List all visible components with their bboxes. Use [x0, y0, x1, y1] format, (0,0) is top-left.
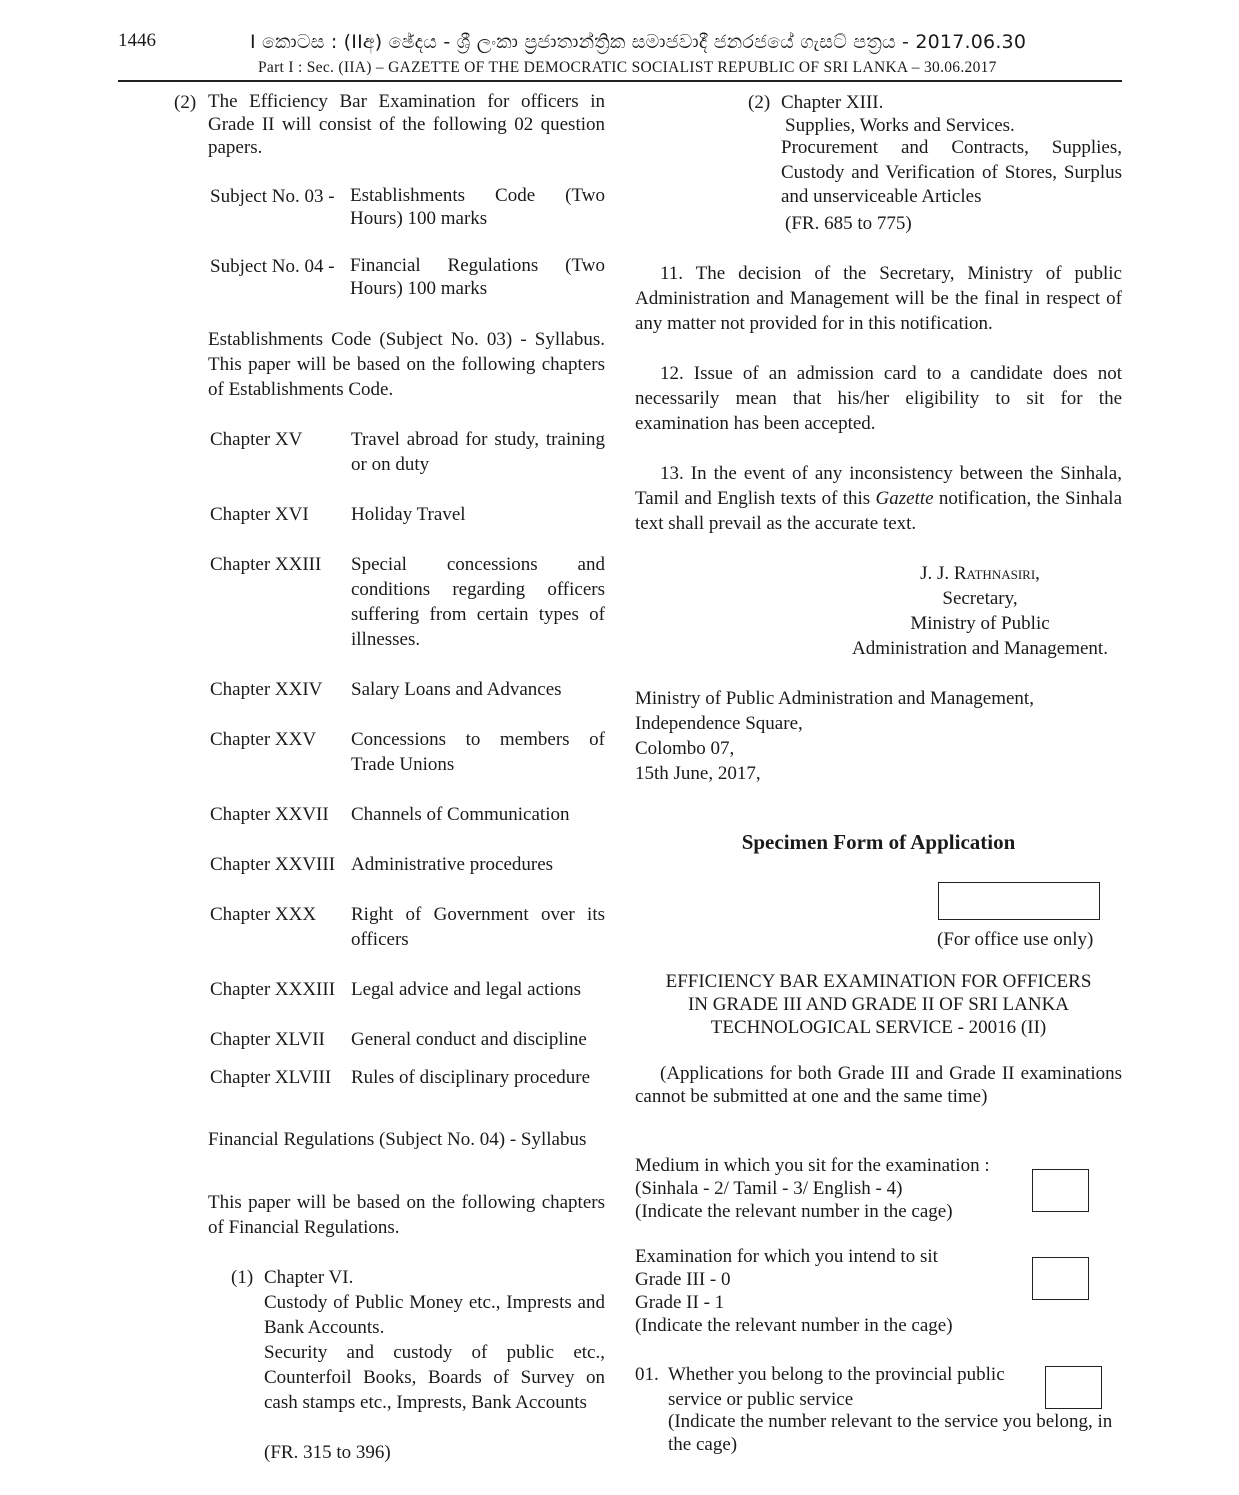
medium-options: (Sinhala - 2/ Tamil - 3/ English - 4) — [635, 1178, 903, 1199]
paragraph-11: 11. The decision of the Secretary, Ministry of public Administration and Management will be the final in respect of any matter not provided for in this notification. — [635, 263, 1122, 334]
chapter-title: Special concessions and conditions regarding officers suffering from certain types of illnesses. — [351, 554, 605, 650]
chapter-title: Concessions to members of Trade Unions — [351, 729, 605, 775]
address-block — [635, 686, 1034, 786]
fin-1-line-1: Custody of Public Money etc., Imprests and Bank Accounts. — [264, 1292, 605, 1338]
chapter-label: Chapter XXV — [210, 729, 317, 750]
page-number: 1446 — [118, 30, 156, 51]
exam-question — [635, 1245, 953, 1337]
chapter-label: Chapter XXXIII — [210, 979, 336, 1000]
exam-option-grade-3: Grade III - 0 — [635, 1269, 731, 1290]
chapter-title: Holiday Travel — [351, 504, 466, 525]
chapter-title: Administrative procedures — [351, 854, 554, 875]
english-header: Part I : Sec. (IIA) – GAZETTE OF THE DEMOCRATIC SOCIALIST REPUBLIC OF SRI LANKA – 30.06.2017 — [258, 59, 997, 76]
item-2-number: (2) — [174, 92, 197, 113]
service-cage[interactable] — [1045, 1366, 1102, 1409]
chapter-label: Chapter XXX — [210, 904, 317, 925]
signatory-org-2: Administration and Management. — [852, 638, 1108, 659]
form-title: Specimen Form of Application — [741, 830, 1016, 854]
chapter-label: Chapter XLVII — [210, 1029, 325, 1050]
chapter-label: Chapter XLVIII — [210, 1067, 332, 1088]
application-note: (Applications for both Grade III and Grade II examinations cannot be submitted at one and the same time) — [635, 1063, 1122, 1107]
fin-2-line-2: Procurement and Contracts, Supplies, Custody and Verification of Stores, Surplus and unserviceable Articles — [781, 137, 1122, 207]
fin-1-chapter: Chapter VI. — [264, 1267, 354, 1288]
fin-1-line-2: Security and custody of public etc., Counterfoil Books, Boards of Survey on cash stamps etc., Imprests, Bank Accounts — [264, 1342, 605, 1413]
exam-title-line: EFFICIENCY BAR EXAMINATION FOR OFFICERS — [665, 971, 1092, 992]
establishments-syllabus: Establishments Code (Subject No. 03) - Syllabus. This paper will be based on the following chapters of Establishments Code. — [208, 329, 605, 400]
exam-title-line: TECHNOLOGICAL SERVICE - 20016 (II) — [710, 1017, 1047, 1038]
medium-question — [635, 1154, 990, 1223]
question-01-line-1: Whether you belong to the provincial public — [668, 1364, 1005, 1385]
medium-hint: (Indicate the relevant number in the cage) — [635, 1201, 953, 1222]
office-use-box[interactable] — [938, 882, 1100, 920]
financial-syllabus: Financial Regulations (Subject No. 04) - Syllabus — [208, 1129, 587, 1150]
chapter-label: Chapter XV — [210, 429, 303, 450]
chapter-label: Chapter XXIV — [210, 679, 323, 700]
exam-title — [635, 970, 1122, 1039]
chapter-title: Rules of disciplinary procedure — [351, 1067, 591, 1088]
subject-4-label: Subject No. 04 - — [210, 256, 335, 277]
item-2-text: The Efficiency Bar Examination for officers in Grade II will consist of the following 02 question papers. — [208, 91, 605, 158]
subject-3-text: Establishments Code (Two Hours) 100 marks — [350, 185, 605, 229]
chapter-title: Right of Government over its officers — [351, 904, 605, 950]
chapter-title: Salary Loans and Advances — [351, 679, 562, 700]
chapter-label: Chapter XVI — [210, 504, 309, 525]
signatory-org-1: Ministry of Public — [910, 613, 1050, 634]
fin-2-fr: (FR. 685 to 775) — [785, 213, 912, 234]
medium-question-text: Medium in which you sit for the examination : — [635, 1155, 990, 1176]
chapter-label: Chapter XXVII — [210, 804, 329, 825]
exam-title-line: IN GRADE III AND GRADE II OF SRI LANKA — [687, 994, 1070, 1015]
paragraph-12: 12. Issue of an admission card to a candidate does not necessarily mean that his/her eligibility to sit for the examination has been accepted. — [635, 363, 1122, 434]
chapter-title: Legal advice and legal actions — [351, 979, 582, 1000]
medium-cage[interactable] — [1032, 1169, 1089, 1212]
paragraph-13-start: 13. In the event of any inconsistency between the Sinhala, Tamil and English texts of this — [635, 463, 1122, 509]
gazette-italic: Gazette — [875, 488, 934, 509]
financial-intro: This paper will be based on the following chapters of Financial Regulations. — [208, 1192, 605, 1238]
signature-block — [840, 561, 1120, 661]
fin-2-number: (2) — [748, 92, 771, 113]
address-line: Independence Square, — [635, 713, 803, 734]
exam-hint: (Indicate the relevant number in the cage) — [635, 1315, 953, 1336]
question-01-hint: (Indicate the number relevant to the service you belong, in the cage) — [668, 1411, 1113, 1455]
exam-cage[interactable] — [1032, 1257, 1089, 1300]
address-line: Ministry of Public Administration and Management, — [635, 688, 1034, 709]
exam-option-grade-2: Grade II - 1 — [635, 1292, 725, 1313]
paragraph-13-end: notification, the Sinhala text shall prevail as the accurate text. — [635, 488, 1123, 534]
address-line: Colombo 07, — [635, 738, 735, 759]
fin-2-chapter: Chapter XIII. — [781, 92, 884, 113]
chapter-label: Chapter XXVIII — [210, 854, 336, 875]
fin-2-line-1: Supplies, Works and Services. — [785, 115, 1015, 136]
paragraph-13 — [635, 461, 1122, 536]
subject-3-label: Subject No. 03 - — [210, 186, 335, 207]
fin-1-number: (1) — [231, 1267, 254, 1288]
question-01-line-2: service or public service — [668, 1389, 854, 1410]
signatory-title: Secretary, — [942, 588, 1018, 609]
fin-1-fr: (FR. 315 to 396) — [264, 1442, 391, 1463]
address-line: 15th June, 2017, — [635, 763, 761, 784]
exam-question-text: Examination for which you intend to sit — [635, 1246, 938, 1267]
signatory-name: J. J. Rathnasiri, — [920, 563, 1040, 584]
chapter-label: Chapter XXIII — [210, 554, 322, 575]
chapter-title: Channels of Communication — [351, 804, 570, 825]
subject-4-text: Financial Regulations (Two Hours) 100 marks — [350, 255, 605, 299]
question-01-number: 01. — [635, 1364, 659, 1385]
chapter-title: Travel abroad for study, training or on duty — [351, 429, 605, 475]
office-use-label: (For office use only) — [937, 929, 1094, 950]
sinhala-header: I කොටස : (IIඅ) ඡේදය - ශ්‍රී ලංකා ප්‍රජාතාන්ත්‍රික සමාජවාදී ජනරජයේ ගැසට් පත්‍රය - 2017.06.30 — [250, 31, 1027, 53]
header-rule — [118, 80, 1122, 82]
chapter-title: General conduct and discipline — [351, 1029, 587, 1050]
